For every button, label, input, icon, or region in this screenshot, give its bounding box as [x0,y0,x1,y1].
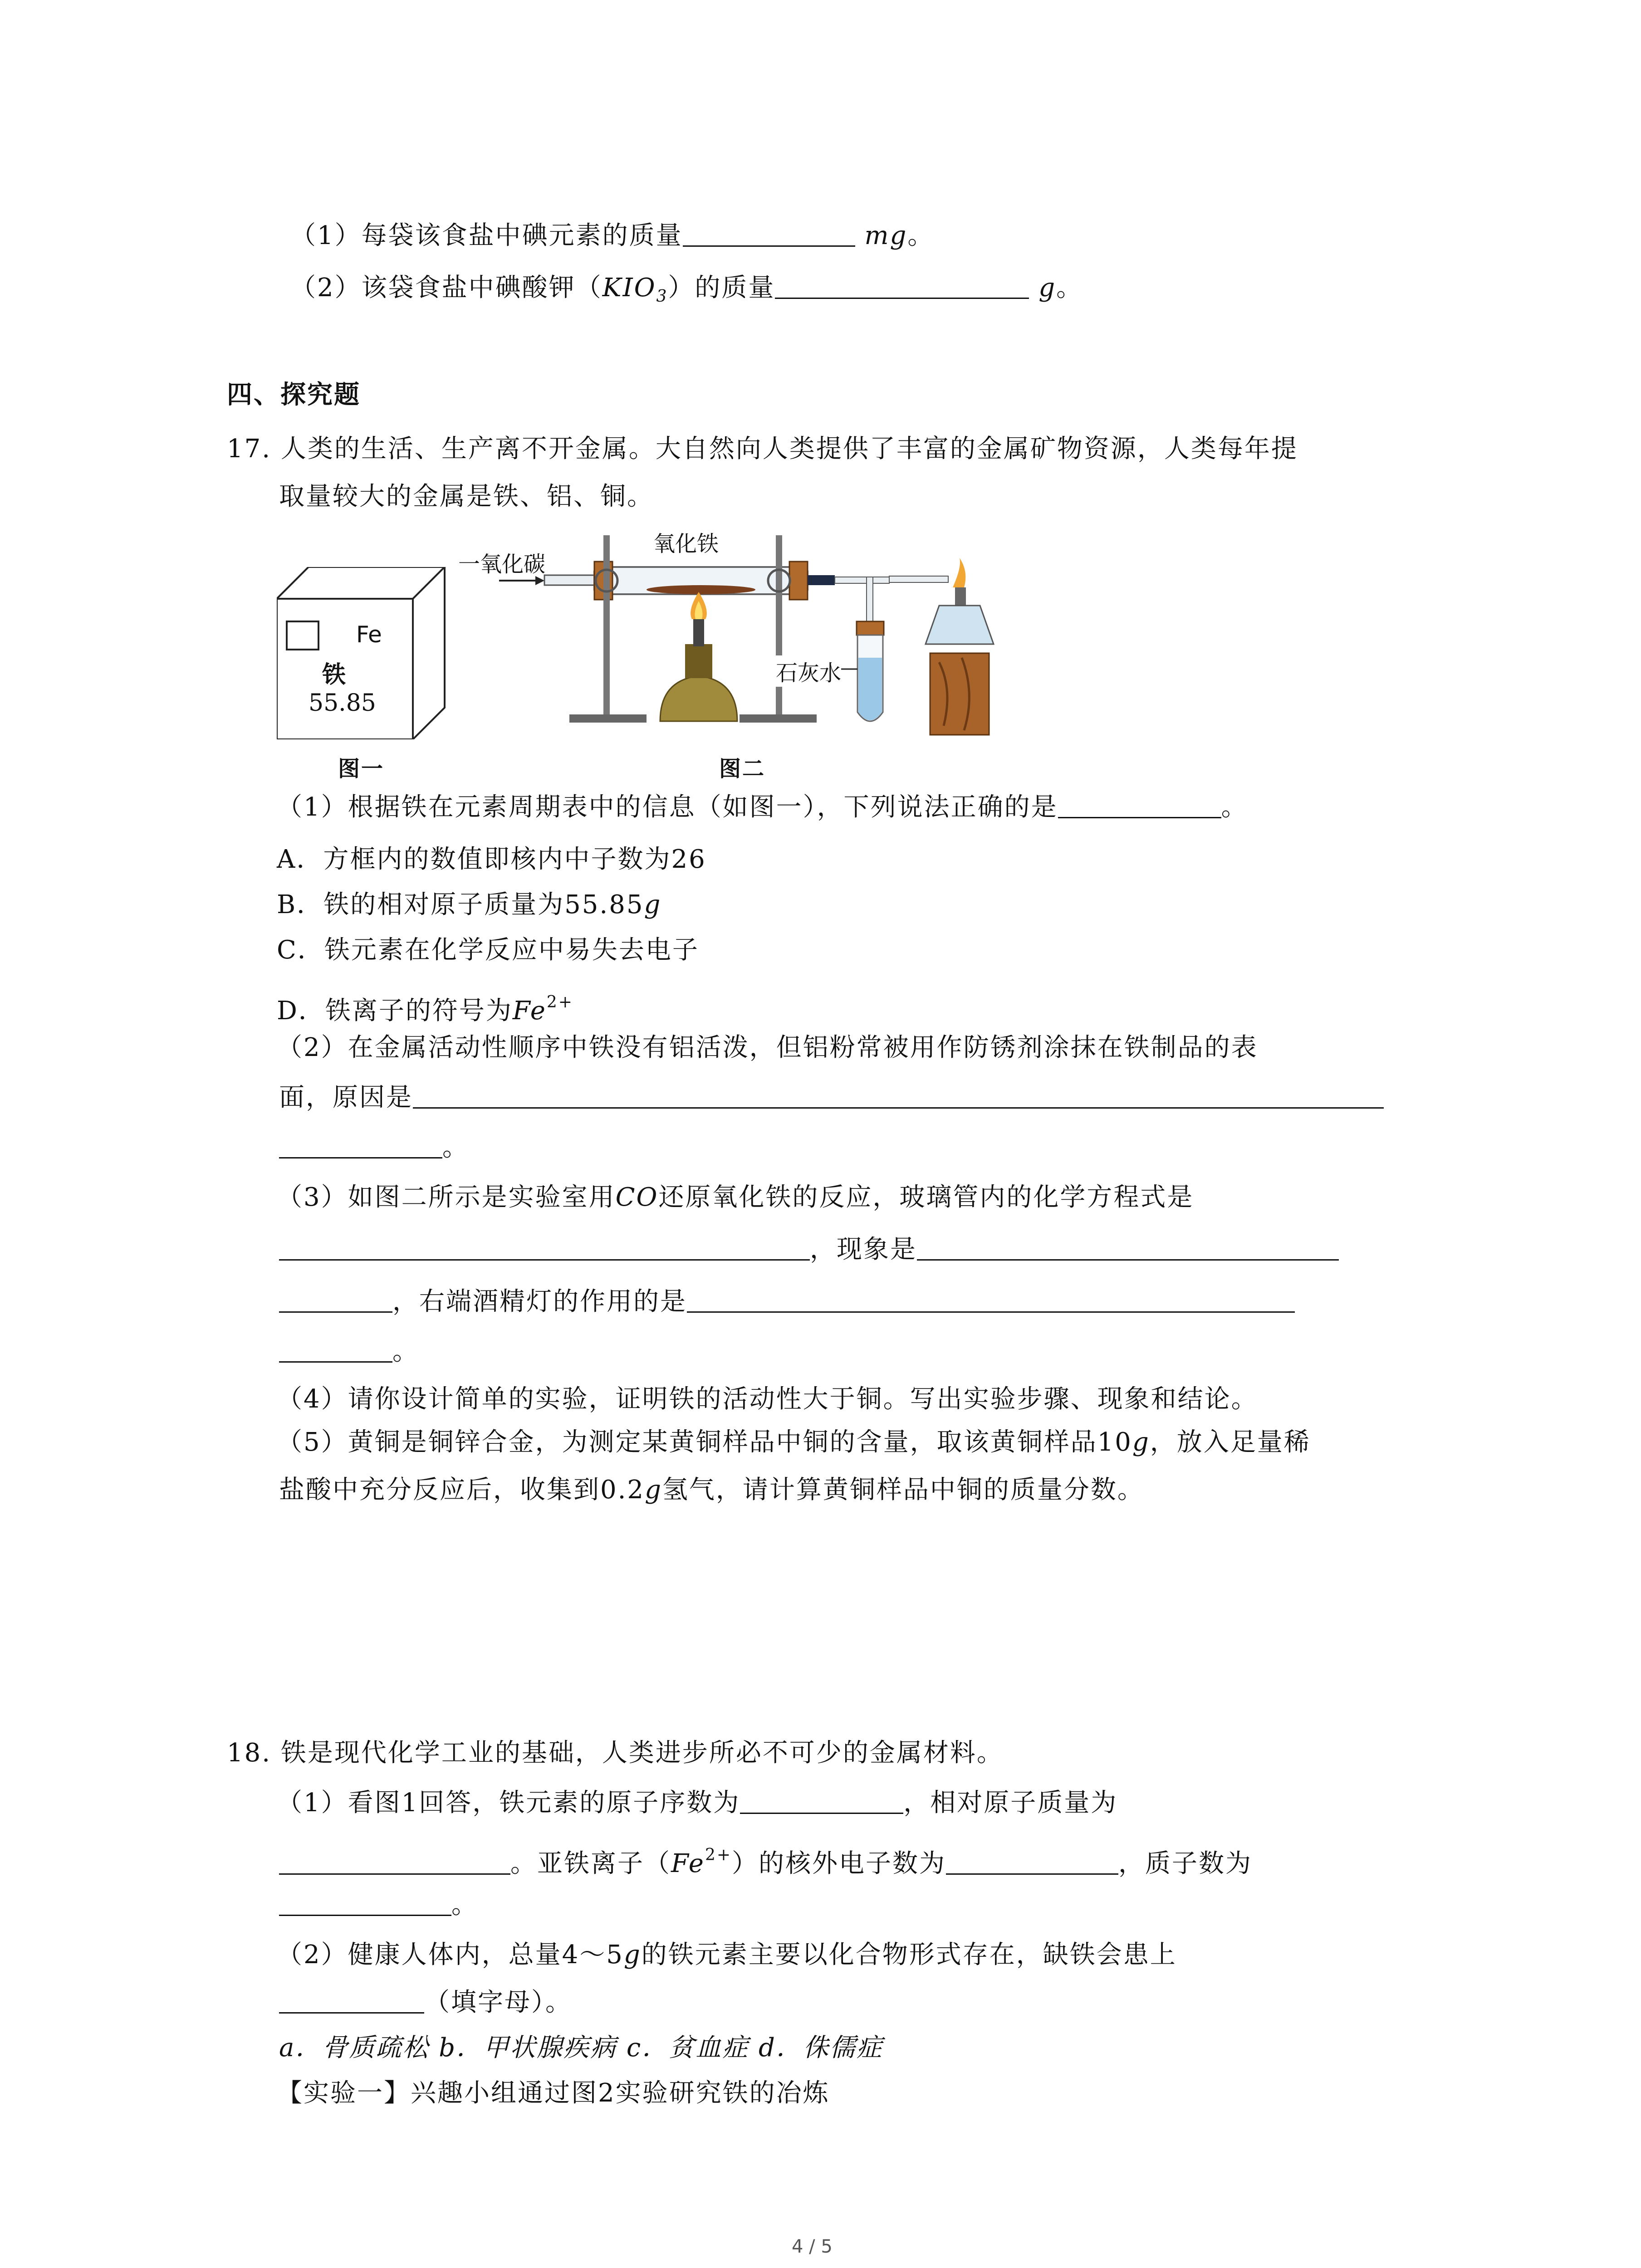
q18-intro: 18. 铁是现代化学工业的基础，人类进步所必不可少的金属材料。 [227,1738,1004,1768]
answer-blank[interactable] [740,1787,903,1814]
option-d: D．铁离子的符号为$Fe^{2+}$ [277,993,573,1026]
answer-blank[interactable] [775,272,1029,299]
page-number: 4 / 5 [792,2236,833,2257]
element-mass: 55.85 [309,689,376,717]
answer-blank[interactable] [279,1286,392,1313]
answer-blank[interactable] [946,1848,1118,1875]
oxide-label: 氧化铁 [653,531,719,557]
q17-part5-line2: 盐酸中充分反应后，收集到0.2g氢气，请计算黄铜样品中铜的质量分数。 [279,1475,1144,1505]
answer-blank[interactable] [687,1286,1295,1313]
answer-blank[interactable] [279,1848,510,1875]
answer-blank[interactable] [683,220,855,247]
apparatus-drawing [458,508,1003,744]
q17-intro-line1: 17. 人类的生活、生产离不开金属。大自然向人类提供了丰富的金属矿物资源，人类每年提 [227,434,1298,464]
answer-blank[interactable] [279,1889,451,1916]
q17-part2-line3: 。 [279,1129,469,1166]
answer-blank[interactable] [1058,792,1221,818]
q17-part3-line3: ，右端酒精灯的作用的是 [279,1284,1295,1320]
limewater-label: 石灰水 [776,655,841,687]
answer-blank[interactable] [279,1336,392,1363]
answer-blank[interactable] [279,1234,810,1261]
answer-blank[interactable] [917,1234,1339,1261]
element-name: 铁 [322,661,346,689]
q17-part1: （1）根据铁在元素周期表中的信息（如图一），下列说法正确的是 。 [277,792,1248,822]
q17-part3-line2: ，现象是 [279,1232,1339,1268]
q16-part2: （2）该袋食盐中碘酸钾$(KIO_3)$的质量 g。 [290,273,1083,306]
q16-part1: （1）每袋该食盐中碘元素的质量 mg。 [290,221,935,250]
q18-part2-line2: （填字母）。 [279,1984,572,2021]
section-heading: 四、探究题 [227,380,361,410]
option-c: C．铁元素在化学反应中易失去电子 [277,935,699,965]
q18-part2-line1: （2）健康人体内，总量4～5g的铁元素主要以化合物形式存在，缺铁会患上 [277,1940,1177,1970]
q17-intro-line2: 取量较大的金属是铁、铝、铜。 [279,482,654,511]
option-b: B．铁的相对原子质量为55.85g [277,890,662,919]
q17-part2-line2: 面，原因是 [279,1080,1384,1116]
figure-1-caption: 图一 [338,756,385,782]
q18-part1-line1: （1）看图1回答，铁元素的原子序数为 ，相对原子质量为 [277,1788,1118,1818]
q17-part3-line4: 。 [279,1334,419,1370]
q18-part1-line3: 。 [279,1887,478,1923]
option-a: A．方框内的数值即核内中子数为26 [277,845,706,874]
element-symbol: Fe [356,621,382,648]
q18-part1-line2: 。亚铁离子$(Fe^{2+})$的核外电子数为 ，质子数为 [279,1837,1252,1882]
q18-options: a．骨质疏松 b．甲状腺疾病 c．贫血症 d．侏儒症 [279,2033,883,2063]
q17-part5-line1: （5）黄铜是铜锌合金，为测定某黄铜样品中铜的含量，取该黄铜样品10g，放入足量稀 [277,1427,1311,1457]
figure-2-apparatus [458,508,1003,744]
gas-label: 一氧化碳 [458,552,546,577]
answer-blank[interactable] [279,1987,424,2014]
answer-blank[interactable] [413,1082,1384,1109]
experiment-one-heading: 【实验一】兴趣小组通过图2实验研究铁的冶炼 [277,2078,830,2108]
figure-1-element-cell [277,567,449,739]
answer-blank[interactable] [279,1132,442,1158]
q17-part4: （4）请你设计简单的实验，证明铁的活动性大于铜。写出实验步骤、现象和结论。 [277,1384,1258,1414]
q17-part3-line1: （3）如图二所示是实验室用CO还原氧化铁的反应，玻璃管内的化学方程式是 [277,1183,1194,1212]
figure-2-caption: 图二 [719,756,766,782]
q17-part2-line1: （2）在金属活动性顺序中铁没有铝活泼，但铝粉常被用作防锈剂涂抹在铁制品的表 [277,1033,1258,1062]
